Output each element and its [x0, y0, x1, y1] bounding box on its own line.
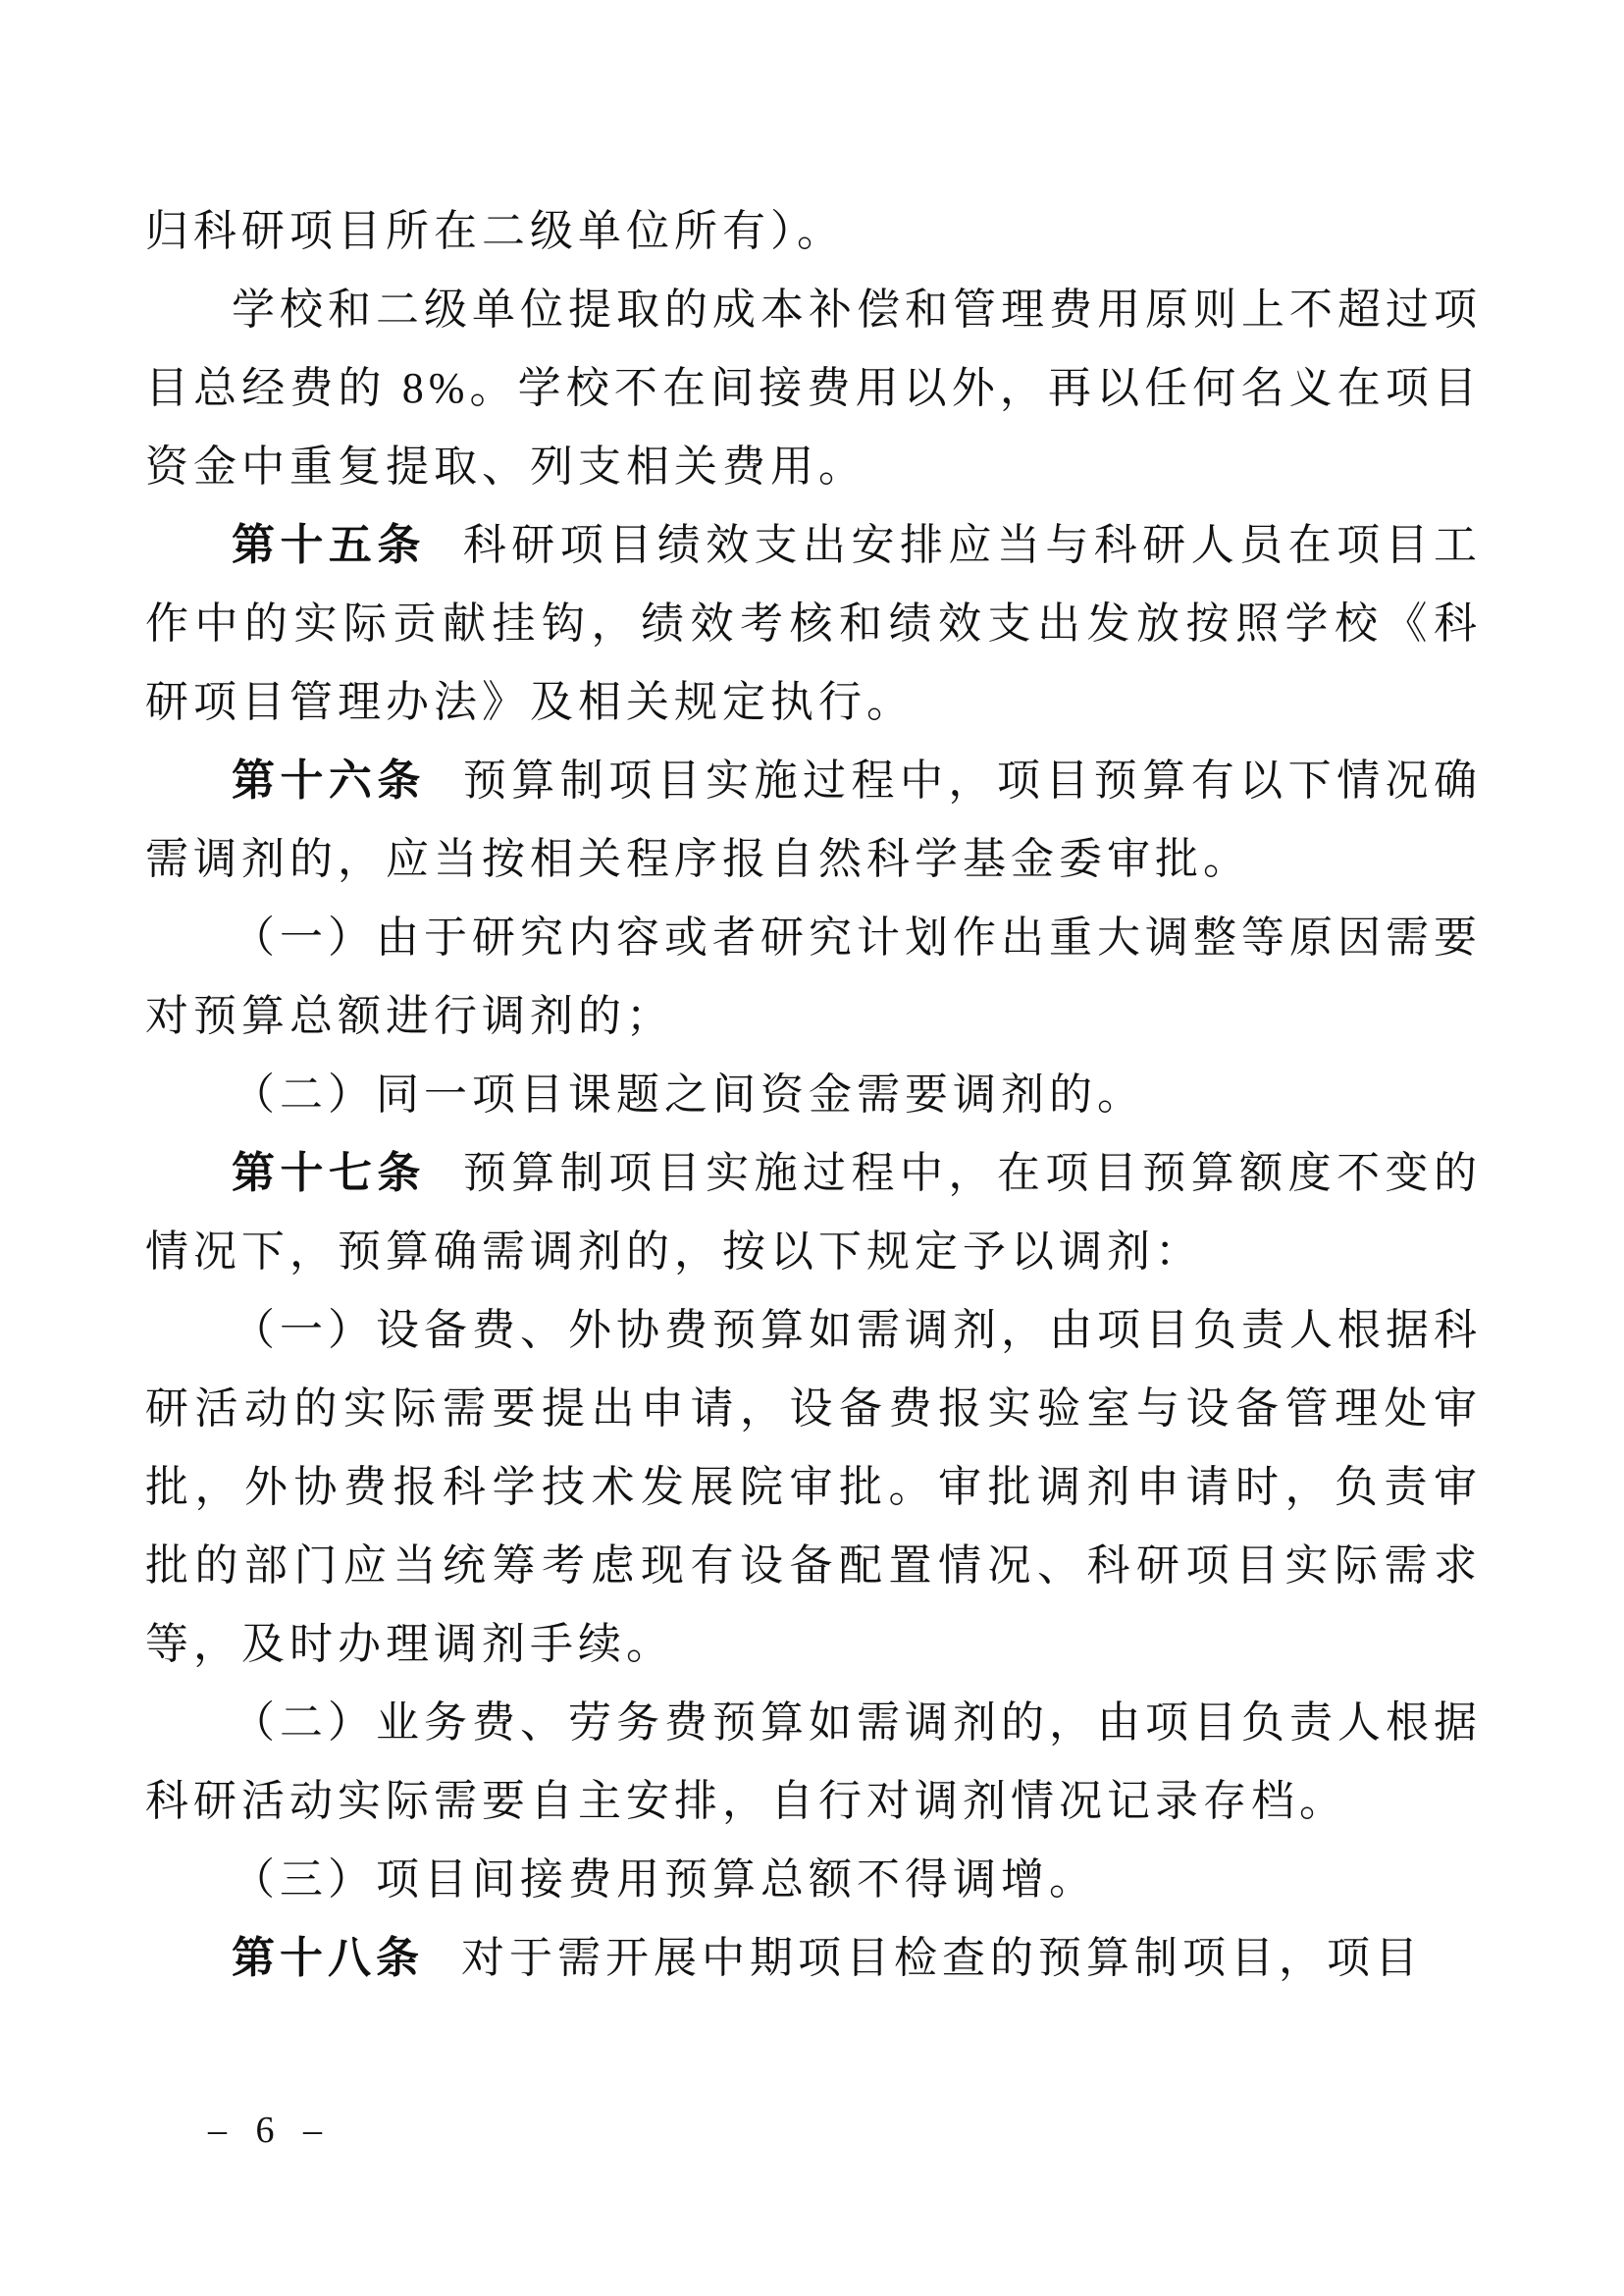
paragraph — [145, 1684, 1482, 1841]
article-number: 第十五条 — [232, 521, 426, 569]
paragraph — [145, 1056, 1482, 1134]
paragraph-text: 学校和二级单位提取的成本补偿和管理费用原则上不超过项目总经费的 8%。学校不在间接费用以外，再以任何名义在项目资金中重复提取、列支相关费用。 — [145, 286, 1482, 491]
paragraph-text: （二）同一项目课题之间资金需要调剂的。 — [232, 1070, 1145, 1119]
paragraph-text: （一）由于研究内容或者研究计划作出重大调整等原因需要对预算总额进行调剂的； — [145, 913, 1482, 1040]
article-paragraph — [145, 506, 1482, 742]
document-body — [145, 192, 1482, 1998]
paragraph-text: 科研项目绩效支出安排应当与科研人员在项目工作中的实际贡献挂钩，绩效考核和绩效支出发放按照学校《科研项目管理办法》及相关规定执行。 — [145, 521, 1483, 726]
paragraph — [145, 1841, 1482, 1919]
article-number: 第十六条 — [232, 757, 426, 805]
article-paragraph — [145, 1134, 1482, 1291]
paragraph — [145, 271, 1482, 506]
paragraph-text: 预算制项目实施过程中，在项目预算额度不变的情况下，预算确需调剂的，按以下规定予以调剂： — [145, 1149, 1483, 1276]
paragraph-text: （三）项目间接费用预算总额不得调增。 — [232, 1855, 1097, 1904]
page-number: – 6 – — [208, 2110, 324, 2151]
paragraph-text: 归科研项目所在二级单位所有）。 — [145, 207, 845, 255]
paragraph — [145, 192, 1482, 271]
paragraph-text: （一）设备费、外协费预算如需调剂，由项目负责人根据科研活动的实际需要提出申请，设备费报实验室与设备管理处审批，外协费报科学技术发展院审批。审批调剂申请时，负责审批的部门应当统筹考虑现有设备配置情况、科研项目实际需求等，及时办理调剂手续。 — [145, 1306, 1482, 1668]
article-number: 第十八条 — [232, 1934, 424, 1982]
paragraph-text: （二）业务费、劳务费预算如需调剂的，由项目负责人根据科研活动实际需要自主安排，自行对调剂情况记录存档。 — [145, 1698, 1482, 1825]
article-number: 第十七条 — [232, 1149, 426, 1197]
paragraph — [145, 1291, 1482, 1684]
paragraph-text: 预算制项目实施过程中，项目预算有以下情况确需调剂的，应当按相关程序报自然科学基金委审批。 — [145, 757, 1483, 883]
article-paragraph — [145, 1919, 1482, 1998]
article-paragraph — [145, 742, 1482, 899]
paragraph-text: 对于需开展中期项目检查的预算制项目，项目 — [461, 1934, 1423, 1982]
paragraph — [145, 899, 1482, 1056]
